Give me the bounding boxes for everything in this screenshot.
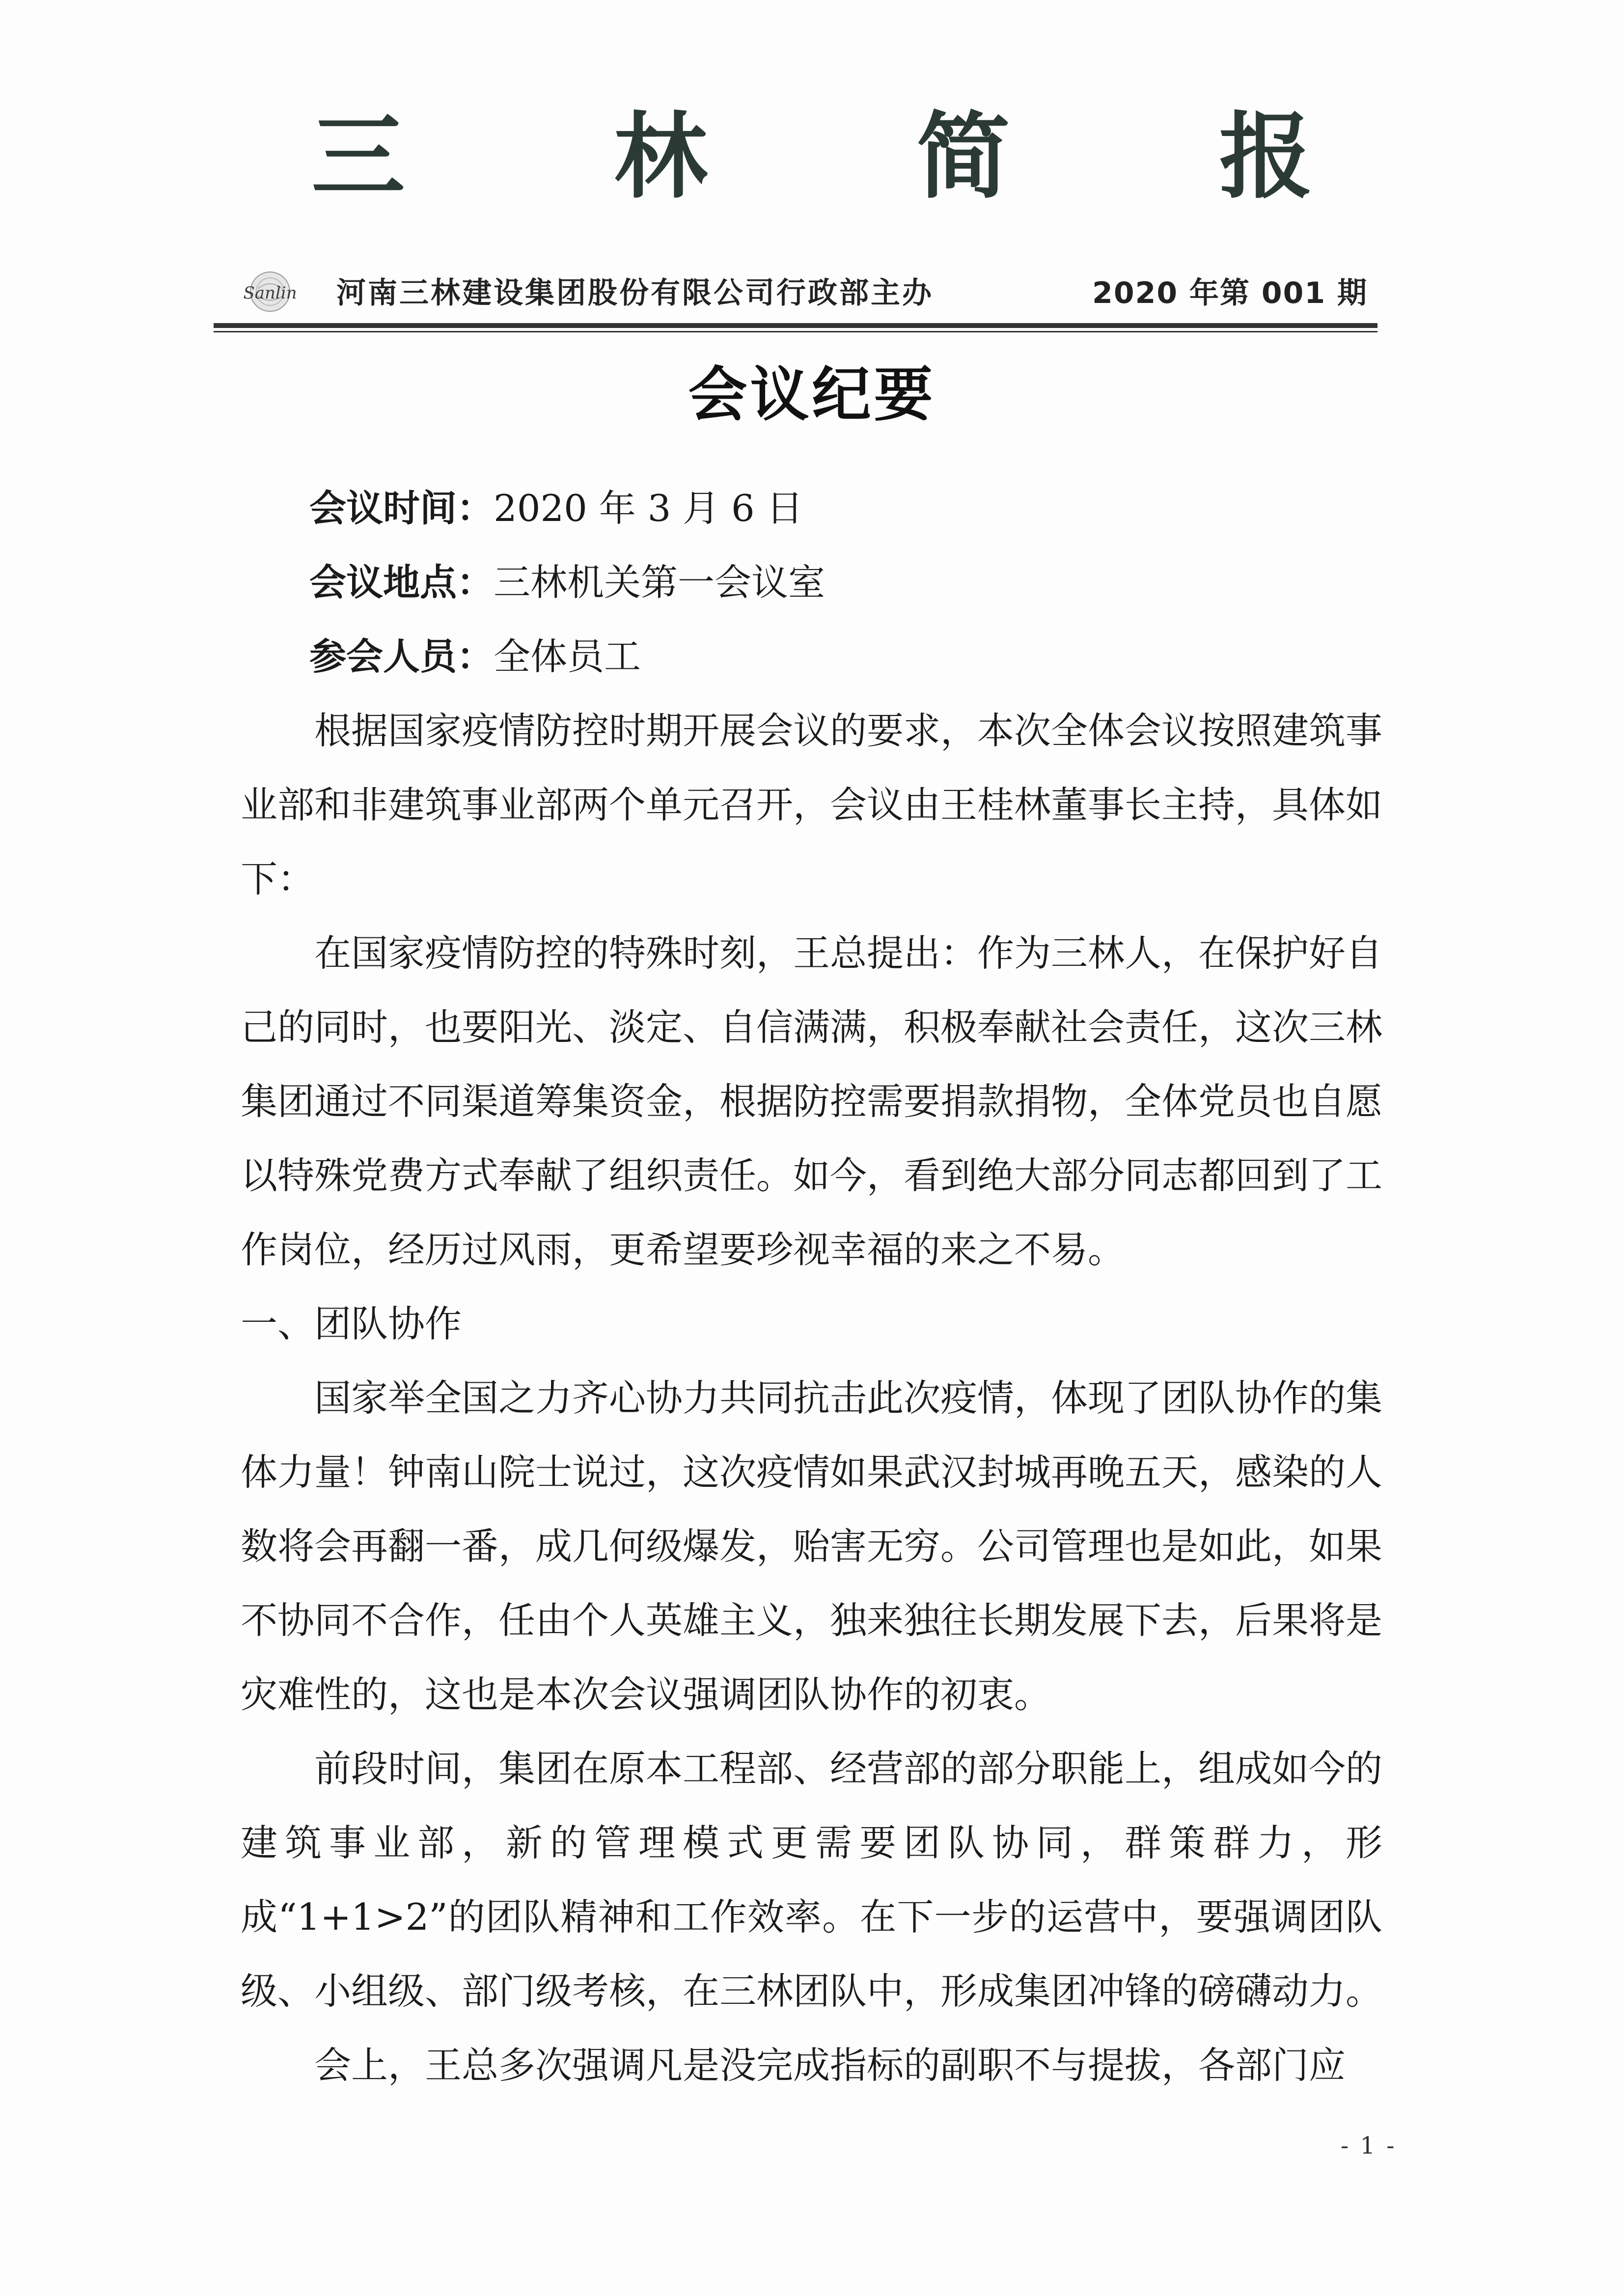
masthead-rule-thin bbox=[214, 331, 1377, 332]
meeting-attendees-value: 全体员工 bbox=[494, 635, 641, 678]
teamwork-paragraph-1: 国家举全国之力齐心协力共同抗击此次疫情，体现了团队协作的集体力量！钟南山院士说过，这次疫情如果武汉封城再晚五天，感染的人数将会再翻一番，成几何级爆发，贻害无穷。公司管理也是如此，如果不协同不合作，任由个人英雄主义，独来独往长期发展下去，后果将是灾难性的，这也是本次会议强调团队协作的初衷。 bbox=[241, 1376, 1383, 1716]
teamwork-paragraph-2: 前段时间，集团在原本工程部、经营部的部分职能上，组成如今的建筑事业部，新的管理模式更需要团队协同，群策群力，形成“1+1>2”的团队精神和工作效率。在下一步的运营中，要强调团队级、小组级、部门级考核，在三林团队中，形成集团冲锋的磅礴动力。 bbox=[241, 1747, 1383, 2013]
meeting-attendees bbox=[241, 620, 1382, 694]
meeting-time bbox=[241, 471, 1382, 546]
meeting-place-label: 会议地点： bbox=[309, 561, 494, 604]
svg-text:Sanlin: Sanlin bbox=[243, 283, 297, 303]
intro-paragraph: 根据国家疫情防控时期开展会议的要求，本次全体会议按照建筑事业部和非建筑事业部两个单元召开，会议由王桂林董事长主持，具体如下： bbox=[241, 709, 1383, 901]
document-heading: 会议纪要 bbox=[688, 361, 936, 429]
company-logo bbox=[233, 269, 307, 314]
page-number: - 1 - bbox=[1341, 2132, 1397, 2159]
section-title-teamwork: 一、团队协作 bbox=[241, 1302, 462, 1345]
logo-emblem bbox=[233, 269, 307, 314]
meeting-place-value: 三林机关第一会议室 bbox=[494, 561, 826, 604]
masthead-rule-thick bbox=[214, 323, 1377, 328]
meeting-time-label: 会议时间： bbox=[309, 487, 494, 530]
masthead-bar bbox=[214, 265, 1377, 319]
meeting-attendees-label: 参会人员： bbox=[309, 635, 494, 678]
sponsor-line: 河南三林建设集团股份有限公司行政部主办 bbox=[336, 276, 934, 310]
document-body bbox=[241, 471, 1382, 2103]
teamwork-paragraph-3: 会上，王总多次强调凡是没完成指标的副职不与提拔，各部门应 bbox=[314, 2044, 1346, 2087]
issue-number: 2020 年第 001 期 bbox=[1092, 276, 1368, 310]
meeting-place bbox=[241, 546, 1382, 620]
opening-remarks-paragraph: 在国家疫情防控的特殊时刻，王总提出：作为三林人，在保护好自己的同时，也要阳光、淡定、自信满满，积极奉献社会责任，这次三林集团通过不同渠道筹集资金，根据防控需要捐款捐物，全体党员也自愿以特殊党费方式奉献了组织责任。如今，看到绝大部分同志都回到了工作岗位，经历过风雨，更希望要珍视幸福的来之不易。 bbox=[241, 931, 1383, 1271]
meeting-time-value: 2020 年 3 月 6 日 bbox=[494, 487, 803, 530]
masthead-title: 三 林 简 报 bbox=[311, 103, 1401, 211]
